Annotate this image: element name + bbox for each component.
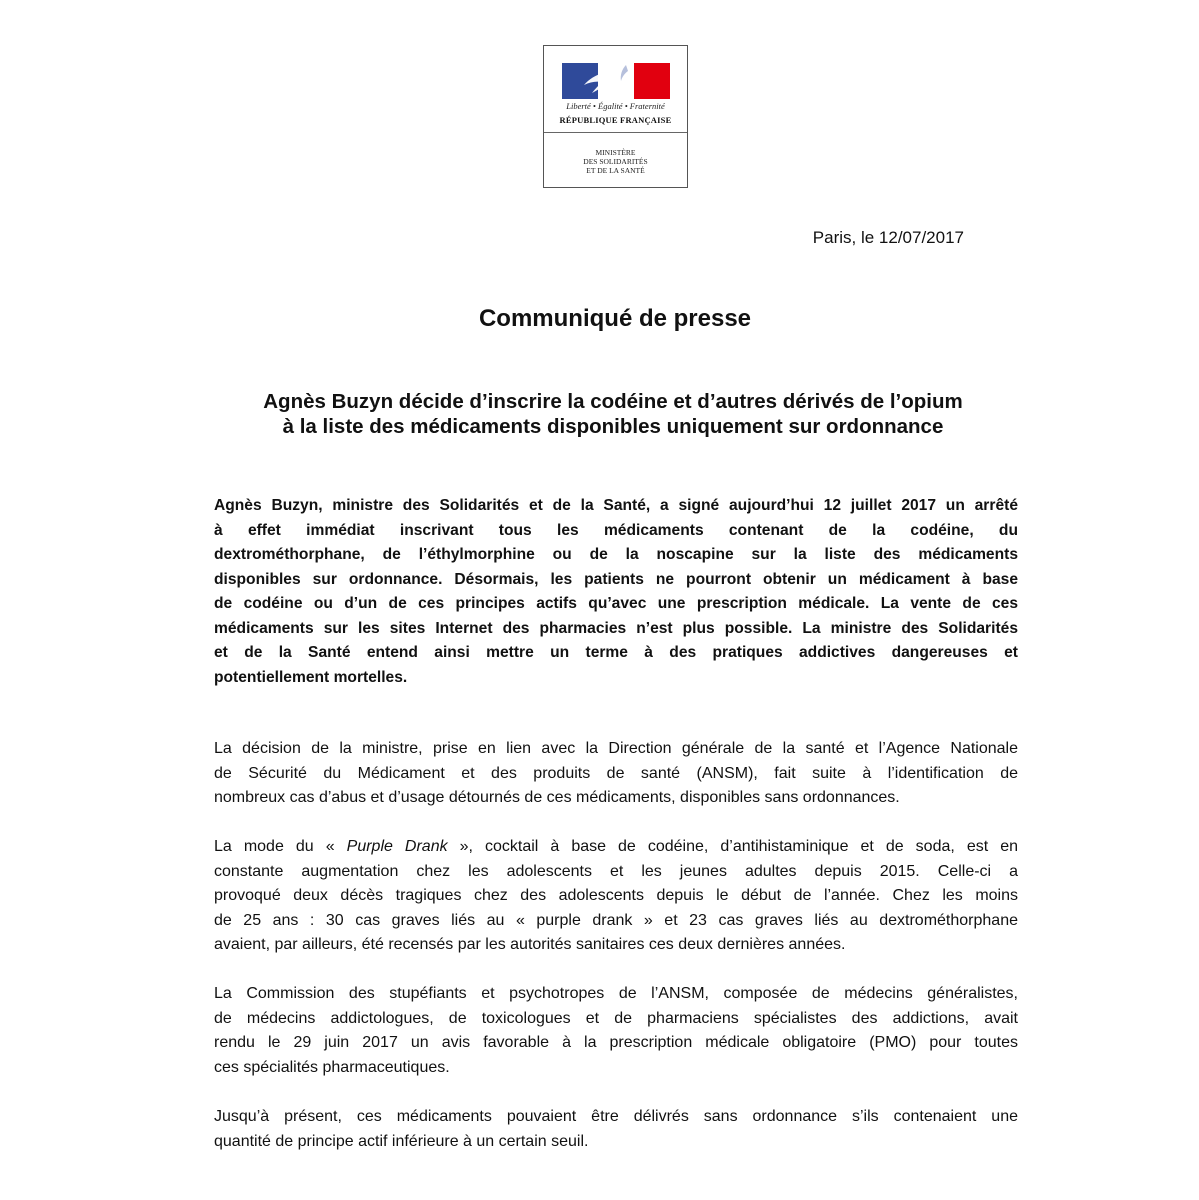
headline-line: à la liste des médicaments disponibles uniquement sur ordonnance <box>282 415 944 438</box>
ministry-line: ET DE LA SANTÉ <box>586 166 645 175</box>
ministry-line: DES SOLIDARITÉS <box>583 157 648 166</box>
ministry-line: MINISTÈRE <box>595 148 636 157</box>
paragraph-line: constante augmentation chez les adolescents et les jeunes adultes depuis 2015. Celle-ci a <box>214 862 1018 880</box>
paragraph-line: et de la Santé entend ainsi mettre un terme à des pratiques addictives dangereuses et <box>214 644 1018 661</box>
paragraph-line: La décision de la ministre, prise en lien avec la Direction générale de la santé et l’Agence Nationale <box>214 740 1018 757</box>
body-paragraph-purple-drank <box>214 835 1018 958</box>
paragraph-line: de codéine ou d’un de ces principes actifs qu’avec une prescription médicale. La vente de ces <box>214 595 1018 612</box>
body-paragraph-commission <box>214 982 1018 1080</box>
paragraph-line: potentiellement mortelles. <box>214 668 408 686</box>
paragraph-line: nombreux cas d’abus et d’usage détournés de ces médicaments, disponibles sans ordonnances. <box>214 789 900 806</box>
date-line: Paris, le 12/07/2017 <box>812 228 964 247</box>
italic-term: Purple Drank <box>346 838 448 855</box>
paragraph-line: Agnès Buzyn, ministre des Solidarités et de la Santé, a signé aujourd’hui 12 juillet 2017 un arrêté <box>214 497 1018 514</box>
paragraph-line: à effet immédiat inscrivant tous les médicaments contenant de la codéine, du <box>214 521 1018 539</box>
paragraph-line: disponibles sur ordonnance. Désormais, les patients ne pourront obtenir un médicament à base <box>214 570 1018 588</box>
paragraph-line: ces spécialités pharmaceutiques. <box>214 1058 450 1076</box>
body-paragraph-decision <box>214 737 1018 811</box>
ministry-name <box>544 148 687 175</box>
republic-name: RÉPUBLIQUE FRANÇAISE <box>559 115 672 125</box>
paragraph-line: dextrométhorphane, de l’éthylmorphine ou de la noscapine sur la liste des médicaments <box>214 546 1018 563</box>
paragraph-line: médicaments sur les sites Internet des pharmacies n’est plus possible. La ministre des Solidarités <box>214 619 1018 637</box>
text-run: », cocktail à base de codéine, d’antihistaminique et de soda, est en <box>447 838 1019 855</box>
logo-divider <box>544 132 687 133</box>
paragraph-line: rendu le 29 juin 2017 un avis favorable à la prescription médicale obligatoire (PMO) pour toutes <box>214 1034 1018 1051</box>
lead-paragraph <box>214 494 1018 690</box>
paragraph-line: avaient, par ailleurs, été recensés par les autorités sanitaires ces deux dernières années. <box>214 936 846 953</box>
body-paragraph-threshold <box>214 1105 1018 1154</box>
motto: Liberté • Égalité • Fraternité <box>566 101 665 111</box>
paragraph-line: de Sécurité du Médicament et des produits de santé (ANSM), fait suite à l’identification de <box>214 764 1018 782</box>
headline-line: Agnès Buzyn décide d’inscrire la codéine et d’autres dérivés de l’opium <box>263 390 963 413</box>
ministry-logo <box>543 45 688 188</box>
paragraph-line: de 25 ans : 30 cas graves liés au « purple drank » et 23 cas graves liés au dextrométhorphane <box>214 911 1018 929</box>
paragraph-line: de médecins addictologues, de toxicologues et de pharmaciens spécialistes des addictions, avait <box>214 1009 1018 1027</box>
paragraph-line: Jusqu’à présent, ces médicaments pouvaient être délivrés sans ordonnance s’ils contenaient une <box>214 1108 1018 1125</box>
document-type-title: Communiqué de presse <box>478 305 752 332</box>
paragraph-line <box>214 835 1018 860</box>
headline <box>213 389 1013 439</box>
paragraph-line: La Commission des stupéfiants et psychotropes de l’ANSM, composée de médecins généralistes, <box>214 985 1018 1002</box>
paragraph-line: quantité de principe actif inférieure à un certain seuil. <box>214 1132 589 1150</box>
text-run: La mode du « <box>214 838 347 855</box>
marianne-flag-icon <box>562 63 670 99</box>
paragraph-line: provoqué deux décès tragiques chez des adolescents depuis le début de l’année. Chez les moins <box>214 887 1018 904</box>
